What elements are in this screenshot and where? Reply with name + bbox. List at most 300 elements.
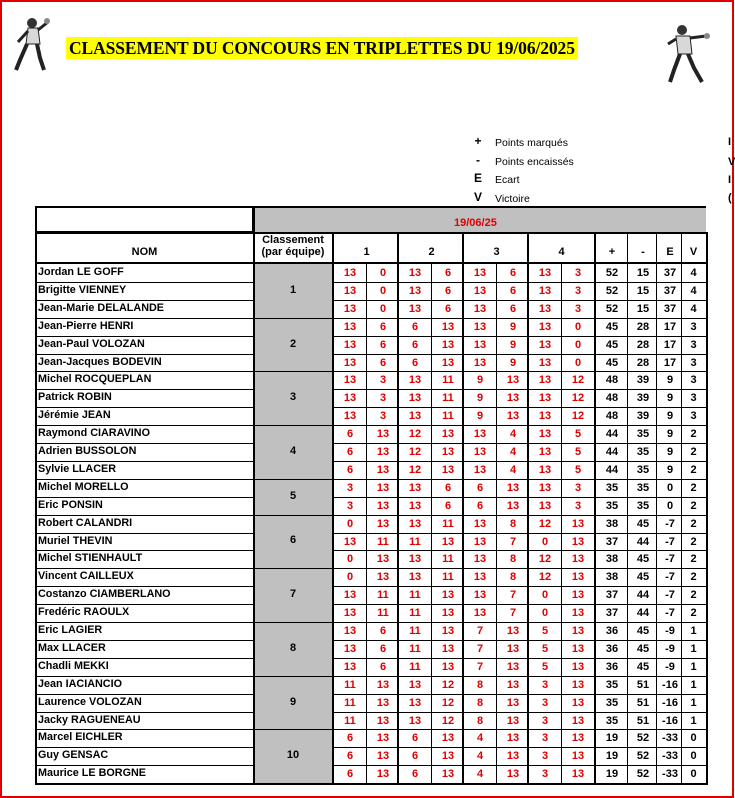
score-cell: 3 (379, 392, 387, 405)
grid-line (35, 262, 706, 264)
score-cell: 11 (442, 392, 454, 405)
score-cell: 3 (379, 410, 387, 423)
score-cell: 13 (343, 267, 357, 279)
legend-text: Points encaissés (495, 155, 574, 168)
player-name: Sylvie LLACER (38, 462, 116, 475)
score-cell: 13 (538, 374, 552, 387)
score-cell: 11 (344, 714, 356, 727)
score-cell: 6 (444, 499, 452, 512)
stat-cell-e: 0 (666, 481, 674, 494)
player-name: Michel STIENHAULT (38, 552, 143, 565)
grid-line (35, 389, 253, 390)
stat-cell-v: 2 (690, 589, 697, 602)
score-cell: 3 (379, 374, 387, 387)
player-name: Marcel EICHLER (38, 731, 123, 744)
stat-cell-minus: 52 (636, 750, 650, 763)
score-cell: 7 (509, 535, 517, 548)
score-cell: 11 (442, 517, 454, 530)
grid-line (35, 300, 253, 301)
blank-corner-cell (35, 206, 254, 233)
score-cell: 13 (343, 607, 357, 620)
grid-line (332, 658, 706, 659)
score-cell: 12 (571, 392, 585, 405)
score-cell: 13 (343, 625, 357, 637)
stat-cell-v: 3 (690, 356, 697, 369)
score-cell: 13 (376, 768, 390, 781)
stat-cell-v: 1 (690, 714, 697, 727)
score-cell: 13 (473, 338, 487, 351)
cut-off-glyph: V (728, 156, 735, 168)
stat-cell-plus: 52 (605, 284, 619, 297)
grid-line (332, 425, 706, 426)
score-cell: 9 (476, 392, 484, 405)
score-cell: 13 (408, 267, 422, 279)
score-cell: 8 (476, 678, 484, 691)
player-name: Muriel THEVIN (38, 534, 113, 547)
stat-cell-v: 3 (690, 392, 697, 405)
score-cell: 13 (538, 499, 552, 512)
player-name: Jean-Paul VOLOZAN (38, 337, 145, 350)
column-header-round-3: 3 (493, 246, 500, 258)
score-cell: 13 (343, 374, 357, 387)
stat-cell-plus: 45 (605, 356, 619, 369)
stat-cell-plus: 35 (605, 714, 619, 727)
stat-cell-e: -16 (662, 678, 678, 691)
stat-cell-minus: 52 (636, 768, 650, 781)
cut-off-glyph: I (728, 136, 732, 148)
score-cell: 4 (509, 446, 517, 458)
score-cell: 3 (574, 302, 582, 315)
stat-cell-plus: 37 (605, 607, 619, 620)
score-cell: 6 (346, 428, 354, 441)
score-cell: 3 (541, 750, 549, 763)
score-cell: 6 (379, 660, 387, 673)
score-cell: 13 (506, 678, 520, 691)
score-cell: 13 (441, 660, 455, 673)
score-cell: 13 (376, 571, 390, 584)
stat-cell-v: 3 (690, 410, 697, 423)
score-cell: 13 (538, 446, 552, 458)
grid-line (332, 389, 706, 390)
stat-cell-plus: 52 (605, 267, 619, 279)
stat-cell-plus: 38 (605, 553, 619, 566)
grid-line (35, 232, 706, 234)
score-cell: 13 (571, 589, 585, 602)
score-cell: 0 (346, 553, 354, 566)
score-cell: 13 (506, 750, 520, 763)
score-cell: 13 (376, 517, 390, 530)
score-cell: 11 (409, 642, 421, 655)
grid-line (35, 497, 253, 498)
score-cell: 13 (408, 714, 422, 727)
score-cell: 13 (408, 284, 422, 297)
player-name: Chadli MEKKI (38, 659, 109, 672)
score-cell: 13 (571, 768, 585, 781)
stat-cell-v: 2 (690, 571, 697, 584)
player-name: Michel MORELLO (38, 480, 129, 493)
grid-line (35, 729, 253, 730)
score-cell: 3 (541, 696, 549, 709)
score-cell: 13 (571, 696, 585, 709)
stat-cell-v: 1 (690, 642, 697, 655)
stat-cell-e: -7 (665, 535, 675, 548)
stat-cell-v: 2 (690, 517, 697, 530)
column-header-classement (254, 234, 332, 258)
grid-line (332, 676, 706, 677)
score-cell: 5 (541, 660, 549, 673)
score-cell: 9 (476, 374, 484, 387)
stat-cell-plus: 48 (605, 392, 619, 405)
stat-cell-minus: 45 (636, 517, 650, 530)
stat-cell-e: 37 (663, 284, 677, 297)
legend-symbol: E (473, 171, 482, 185)
score-cell: 8 (509, 553, 517, 566)
player-name: Eric PONSIN (38, 498, 103, 511)
team-rank: 4 (289, 444, 297, 457)
score-cell: 0 (379, 302, 387, 315)
score-cell: 13 (506, 392, 520, 405)
stat-cell-minus: 45 (636, 642, 650, 655)
legend-symbol: V (473, 189, 482, 204)
score-cell: 8 (509, 517, 517, 530)
stat-cell-minus: 51 (636, 714, 650, 727)
column-header-nom: NOM (131, 246, 158, 258)
legend-symbol: + (474, 134, 482, 148)
score-cell: 3 (574, 267, 582, 279)
score-cell: 7 (476, 625, 484, 637)
grid-line (35, 318, 253, 319)
score-cell: 11 (442, 374, 454, 387)
stat-cell-v: 1 (690, 696, 697, 709)
grid-line (35, 586, 253, 587)
grid-line (332, 443, 706, 444)
cut-off-glyph: ( (728, 192, 732, 204)
score-cell: 13 (376, 750, 390, 763)
score-cell: 11 (442, 571, 454, 584)
score-cell: 6 (379, 625, 387, 637)
stat-cell-e: 17 (663, 356, 677, 369)
stat-cell-plus: 37 (605, 589, 619, 602)
score-cell: 13 (441, 320, 455, 333)
grid-line (332, 300, 706, 301)
petanque-player-icon-right (666, 22, 710, 84)
player-name: Jacky RAGUENEAU (38, 713, 141, 726)
stat-cell-v: 2 (690, 446, 697, 458)
score-cell: 13 (473, 446, 487, 458)
score-cell: 12 (441, 678, 455, 691)
stat-cell-plus: 35 (605, 678, 619, 691)
grid-line (332, 640, 706, 641)
score-cell: 13 (473, 589, 487, 602)
stat-cell-v: 2 (690, 607, 697, 620)
team-rank: 1 (289, 283, 297, 296)
column-header-plus: + (608, 246, 616, 258)
score-cell: 13 (343, 660, 357, 673)
stat-cell-v: 0 (690, 768, 697, 781)
score-cell: 6 (411, 338, 419, 351)
score-cell: 0 (379, 267, 387, 279)
column-header-minus: - (641, 246, 645, 258)
stat-cell-minus: 35 (636, 463, 650, 476)
score-cell: 0 (379, 284, 387, 297)
player-name: Jérémie JEAN (38, 409, 111, 422)
grid-line (332, 568, 706, 569)
score-cell: 13 (408, 392, 422, 405)
stat-cell-e: -16 (662, 696, 678, 709)
score-cell: 6 (411, 320, 419, 333)
score-cell: 5 (541, 642, 549, 655)
score-cell: 0 (346, 517, 354, 530)
stat-cell-e: 9 (666, 428, 674, 441)
grid-line (35, 479, 253, 480)
player-name: Jean-Pierre HENRI (38, 319, 134, 332)
grid-line (706, 232, 708, 783)
grid-line (332, 371, 706, 372)
score-cell: 6 (509, 267, 517, 279)
player-name: Raymond CIARAVINO (38, 427, 150, 440)
score-cell: 6 (379, 338, 387, 351)
stat-cell-e: -7 (665, 607, 675, 620)
score-cell: 13 (441, 768, 455, 781)
score-cell: 13 (441, 625, 455, 637)
score-cell: 6 (509, 302, 517, 315)
score-cell: 7 (476, 642, 484, 655)
stat-cell-e: -9 (665, 660, 675, 673)
grid-line (35, 676, 253, 677)
stat-cell-minus: 51 (636, 678, 650, 691)
score-cell: 12 (408, 463, 422, 476)
score-cell: 5 (541, 625, 549, 637)
player-name: Michel ROCQUEPLAN (38, 373, 152, 386)
grid-line (332, 497, 706, 498)
stat-cell-e: 9 (666, 463, 674, 476)
stat-cell-e: -7 (665, 553, 675, 566)
score-cell: 13 (571, 714, 585, 727)
score-cell: 4 (476, 750, 484, 763)
score-cell: 13 (441, 535, 455, 548)
score-cell: 13 (408, 678, 422, 691)
stat-cell-minus: 45 (636, 571, 650, 584)
grid-line (332, 515, 706, 516)
stat-cell-v: 3 (690, 338, 697, 351)
score-cell: 3 (541, 768, 549, 781)
stat-cell-v: 2 (690, 481, 697, 494)
grid-line (35, 694, 253, 695)
score-cell: 6 (411, 750, 419, 763)
grid-line (35, 407, 253, 408)
grid-line (35, 461, 253, 462)
score-cell: 13 (473, 517, 487, 530)
score-cell: 0 (541, 535, 549, 548)
score-cell: 13 (376, 696, 390, 709)
score-cell: 13 (408, 517, 422, 530)
date-label: 19/06/25 (454, 217, 497, 229)
player-name: Maurice LE BORGNE (38, 767, 146, 780)
score-cell: 13 (408, 481, 422, 494)
player-name: Eric LAGIER (38, 624, 103, 636)
score-cell: 11 (442, 410, 454, 423)
stat-cell-v: 2 (690, 463, 697, 476)
stat-cell-minus: 44 (636, 607, 650, 620)
score-cell: 13 (473, 267, 487, 279)
grid-line (35, 658, 253, 659)
score-cell: 12 (408, 446, 422, 458)
score-cell: 13 (376, 732, 390, 745)
score-cell: 8 (476, 714, 484, 727)
score-cell: 6 (509, 284, 517, 297)
score-cell: 13 (473, 607, 487, 620)
stat-cell-e: -7 (665, 517, 675, 530)
stat-cell-plus: 38 (605, 517, 619, 530)
score-cell: 6 (444, 284, 452, 297)
stat-cell-minus: 39 (636, 392, 650, 405)
grid-line (35, 443, 253, 444)
score-cell: 13 (376, 553, 390, 566)
score-cell: 11 (344, 678, 356, 691)
score-cell: 13 (441, 463, 455, 476)
team-rank: 3 (289, 391, 297, 404)
team-rank: 7 (289, 588, 297, 601)
stat-cell-minus: 45 (636, 660, 650, 673)
score-cell: 13 (408, 302, 422, 315)
score-cell: 13 (473, 571, 487, 584)
grid-line (253, 318, 332, 319)
stat-cell-minus: 35 (636, 481, 650, 494)
stat-cell-e: 9 (666, 392, 674, 405)
score-cell: 13 (538, 481, 552, 494)
player-name: Brigitte VIENNEY (38, 283, 127, 296)
score-cell: 11 (344, 696, 356, 709)
score-cell: 0 (574, 320, 582, 333)
score-cell: 13 (441, 750, 455, 763)
score-cell: 0 (541, 589, 549, 602)
team-rank: 5 (289, 489, 297, 502)
stat-cell-minus: 44 (636, 589, 650, 602)
stat-cell-plus: 36 (605, 642, 619, 655)
score-cell: 8 (476, 696, 484, 709)
grid-line (35, 550, 253, 551)
score-cell: 13 (506, 499, 520, 512)
stat-cell-plus: 44 (605, 463, 619, 476)
grid-line (35, 568, 253, 569)
score-cell: 13 (538, 302, 552, 315)
score-cell: 6 (346, 446, 354, 458)
stat-cell-v: 1 (690, 625, 697, 637)
stat-cell-minus: 28 (636, 338, 650, 351)
score-cell: 13 (441, 338, 455, 351)
grid-line (35, 232, 37, 783)
score-cell: 13 (571, 750, 585, 763)
score-cell: 13 (343, 356, 357, 369)
grid-line (35, 783, 708, 785)
stat-cell-minus: 15 (636, 302, 650, 315)
score-cell: 13 (538, 267, 552, 279)
score-cell: 6 (346, 463, 354, 476)
score-cell: 3 (574, 481, 582, 494)
grid-line (332, 550, 706, 551)
score-cell: 13 (506, 696, 520, 709)
score-cell: 11 (377, 589, 389, 602)
score-cell: 13 (571, 678, 585, 691)
score-cell: 6 (444, 481, 452, 494)
grid-line (332, 336, 706, 337)
stat-cell-minus: 28 (636, 320, 650, 333)
stat-cell-e: 9 (666, 374, 674, 387)
score-cell: 6 (411, 356, 419, 369)
score-cell: 13 (538, 320, 552, 333)
score-cell: 13 (571, 553, 585, 566)
score-cell: 13 (473, 356, 487, 369)
score-cell: 12 (538, 571, 552, 584)
column-header-round-1: 1 (363, 246, 370, 258)
date-header (254, 206, 706, 234)
stat-cell-plus: 52 (605, 302, 619, 315)
grid-line (35, 533, 253, 534)
score-cell: 11 (409, 589, 421, 602)
grid-line (332, 354, 706, 355)
score-cell: 13 (473, 535, 487, 548)
score-cell: 13 (376, 714, 390, 727)
score-cell: 13 (506, 642, 520, 655)
score-cell: 13 (571, 625, 585, 637)
score-cell: 13 (343, 410, 357, 423)
stat-cell-v: 1 (690, 660, 697, 673)
score-cell: 13 (538, 338, 552, 351)
stat-cell-plus: 48 (605, 410, 619, 423)
stat-cell-e: 9 (666, 446, 674, 458)
score-cell: 12 (408, 428, 422, 441)
stat-cell-e: -33 (662, 732, 678, 745)
stat-cell-v: 2 (690, 428, 697, 441)
stat-cell-minus: 28 (636, 356, 650, 369)
grid-line (35, 604, 253, 605)
team-rank: 8 (289, 641, 297, 654)
grid-line (35, 371, 253, 372)
column-header-e: E (666, 246, 674, 258)
score-cell: 11 (377, 607, 389, 620)
stat-cell-plus: 44 (605, 428, 619, 441)
team-rank: 10 (286, 749, 300, 762)
score-cell: 13 (571, 607, 585, 620)
grid-line (35, 515, 253, 516)
score-cell: 4 (509, 463, 517, 476)
stat-cell-plus: 36 (605, 660, 619, 673)
grid-line (35, 354, 253, 355)
player-name: Costanzo CIAMBERLANO (38, 588, 171, 601)
stat-cell-minus: 39 (636, 374, 650, 387)
score-cell: 8 (509, 571, 517, 584)
score-cell: 5 (574, 446, 582, 458)
score-cell: 9 (476, 410, 484, 423)
score-cell: 4 (509, 428, 517, 441)
player-name: Robert CALANDRI (38, 516, 133, 529)
score-cell: 6 (411, 768, 419, 781)
classement-line1: Classement (262, 234, 324, 246)
score-cell: 12 (538, 517, 552, 530)
stat-cell-e: 37 (663, 302, 677, 315)
score-cell: 13 (506, 625, 520, 637)
score-cell: 13 (506, 714, 520, 727)
score-cell: 3 (541, 678, 549, 691)
grid-line (253, 425, 332, 426)
score-cell: 13 (408, 374, 422, 387)
score-cell: 13 (538, 284, 552, 297)
team-rank: 2 (289, 337, 297, 350)
stat-cell-minus: 45 (636, 625, 650, 637)
player-name: Jean IACIANCIO (38, 677, 122, 690)
score-cell: 13 (506, 374, 520, 387)
grid-line (35, 765, 253, 766)
